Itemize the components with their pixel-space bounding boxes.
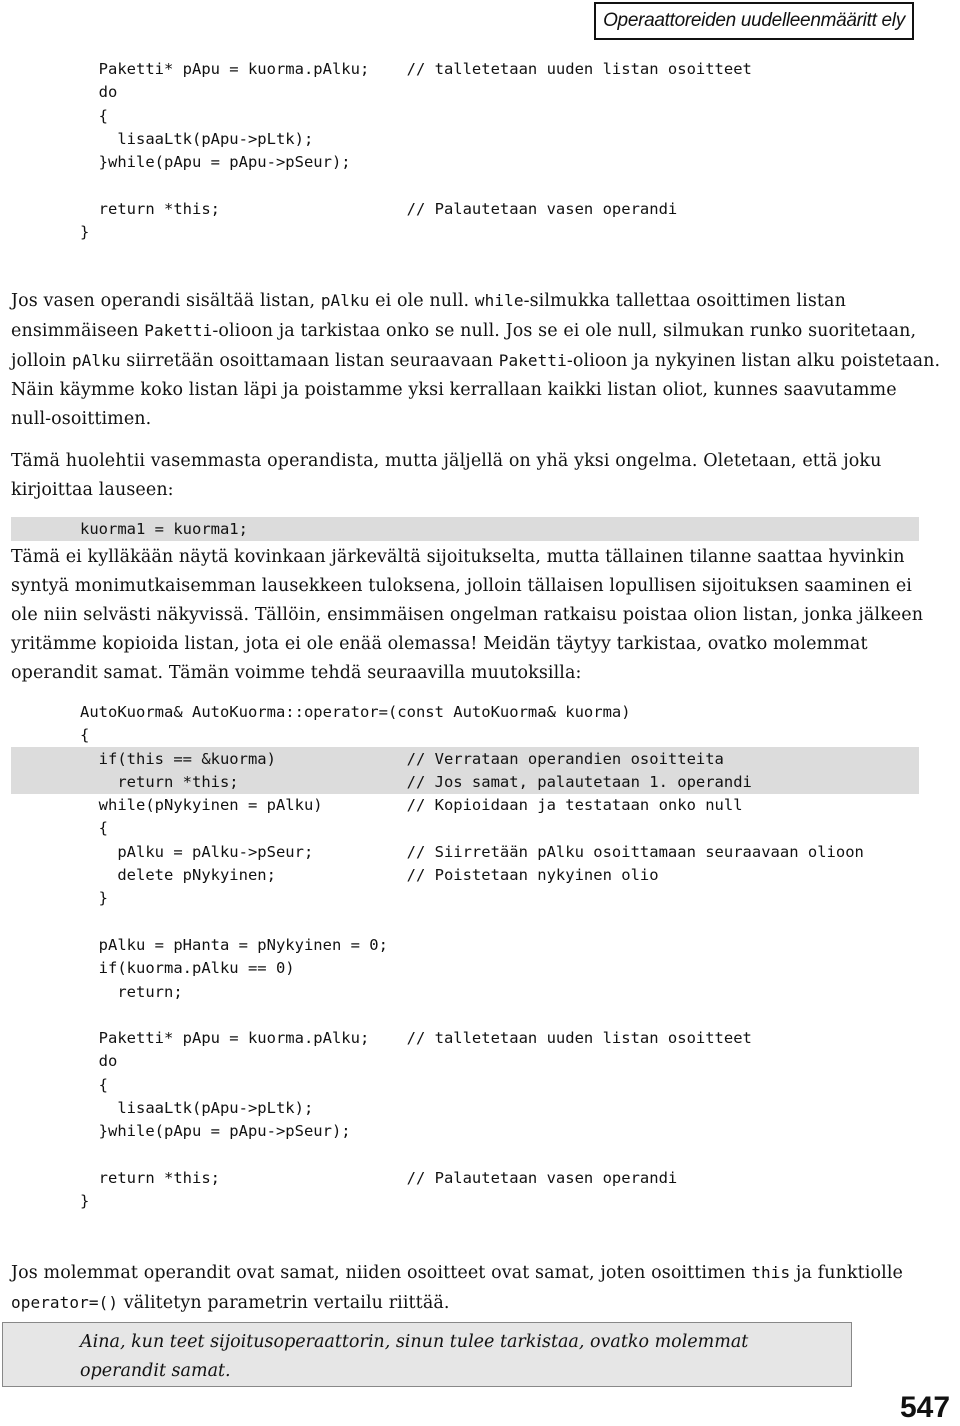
tip-text: Aina, kun teet sijoitusoperaattorin, sinun tulee tarkistaa, ovatko molemmat operandit samat. [80, 1332, 749, 1381]
paragraph-2: Tämä huolehtii vasemmasta operandista, mutta jäljellä on yhä yksi ongelma. Oletetaan, että joku kirjoittaa lauseen: [11, 451, 882, 500]
code-block-top: Paketti* pApu = kuorma.pAlku; // talletetaan uuden listan osoitteet do { lisaaLtk(pApu->pLtk); }while(pApu = pApu->pSeur); return *this; // Palautetaan vasen operandi } [80, 60, 752, 242]
paragraph-4: Jos molemmat operandit ovat samat, niiden osoitteet ovat samat, joten osoittimen this ja funktiolle operator=() välitetyn parametrin vertailu riittää. [11, 1263, 903, 1313]
chapter-title: Operaattoreiden uudelleenmääritt ely [603, 10, 905, 31]
code-line-assignment: kuorma1 = kuorma1; [80, 520, 248, 538]
paragraph-3: Tämä ei kylläkään näytä kovinkaan järkevältä sijoitukselta, mutta tällainen tilanne saattaa hyvinkin syntyä monimutkaisemman lausekkeen tuloksena, jolloin tällaisen lopullisen sijoituksen saaminen ei ole niin selvästi näkyvissä. Tällöin, ensimmäisen ongelman ratkaisu poistaa olion listan, jonka jälkeen yritämme kopioida listan, jota ei ole enää olemassa! Meidän täytyy tarkistaa, ovatko molemmat operandit samat. Tämän voimme tehdä seuraavilla muutoksilla: [11, 547, 924, 683]
chapter-header [594, 2, 914, 40]
code-block-operator: AutoKuorma& AutoKuorma::operator=(const AutoKuorma& kuorma) { if(this == &kuorma) // Verrataan operandien osoitteita return *this; // Jos samat, palautetaan 1. operandi while(pNykyinen = pAlku) // Kopioidaan ja testataan onko null { pAlku = pAlku->pSeur; // Siirretään pAlku osoittamaan seuraavaan olioon delete pNykyinen; // Poistetaan nykyinen olio } pAlku = pHanta = pNykyinen = 0; if(kuorma.pAlku == 0) return; Paketti* pApu = kuorma.pAlku; // talletetaan uuden listan osoitteet do { lisaaLtk(pApu->pLtk); }while(pApu = pApu->pSeur); return *this; // Palautetaan vasen operandi } [80, 703, 864, 1211]
paragraph-1: Jos vasen operandi sisältää listan, pAlku ei ole null. while-silmukka tallettaa osoittimen listan ensimmäiseen Paketti-olioon ja tarkistaa onko se null. Jos se ei ole null, silmukan runko suoritetaan, jolloin pAlku siirretään osoittamaan listan seuraavaan Paketti-olioon ja nykyinen listan alku poistetaan. Näin käymme koko listan läpi ja poistamme yksi kerrallaan kaikki listan oliot, kunnes saavutamme null-osoittimen. [11, 291, 941, 429]
page-number: 547 [900, 1391, 951, 1424]
